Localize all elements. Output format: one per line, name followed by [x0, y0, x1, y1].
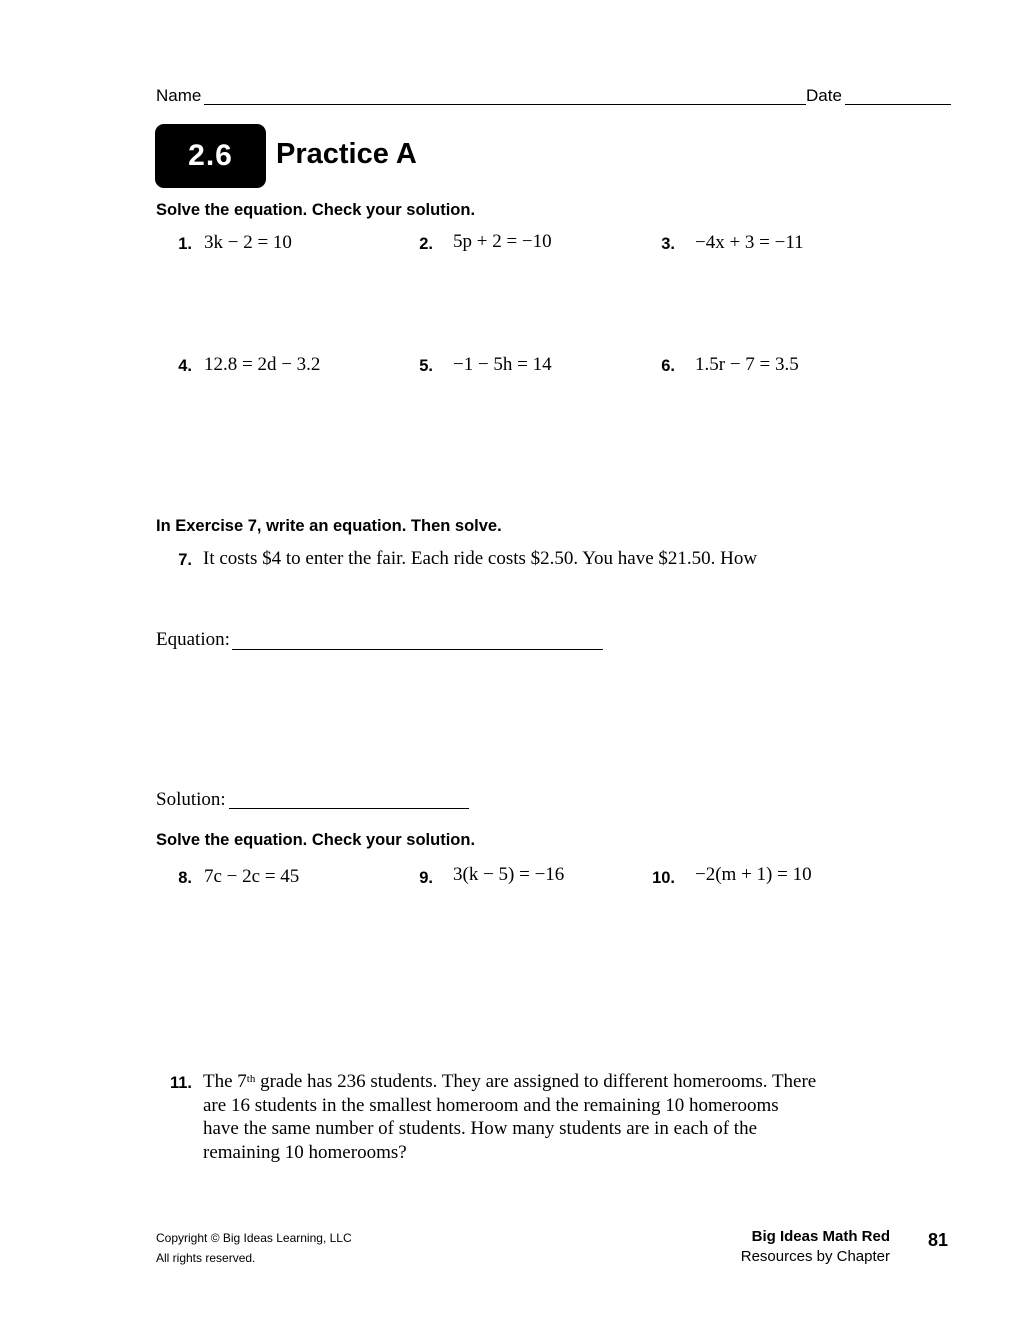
instruction-part3: Solve the equation. Check your solution.	[156, 831, 476, 849]
exercise-equation: 7c − 2c = 45	[204, 866, 300, 887]
exercise-11-text	[203, 1070, 818, 1164]
footer-copyright: Copyright © Big Ideas Learning, LLC	[156, 1231, 352, 1245]
exercise-equation: 1.5r − 7 = 3.5	[695, 354, 799, 375]
exercise-number: 8.	[178, 869, 192, 887]
footer-resources: Resources by Chapter	[740, 1248, 890, 1265]
footer-book-title: Big Ideas Math Red	[751, 1228, 890, 1245]
instruction-part1: Solve the equation. Check your solution.	[156, 201, 476, 219]
exercise-equation: 3k − 2 = 10	[204, 232, 292, 253]
exercise-equation: −4x + 3 = −11	[695, 232, 804, 253]
exercise-number: 7.	[178, 551, 192, 569]
name-field-line[interactable]	[204, 104, 806, 105]
exercise-equation: 3(k − 5) = −16	[453, 864, 565, 885]
date-label: Date	[806, 86, 842, 105]
solution-answer-line[interactable]	[229, 808, 469, 809]
exercise-equation: 12.8 = 2d − 3.2	[204, 354, 321, 375]
date-field-line[interactable]	[845, 104, 951, 105]
exercise-number: 3.	[661, 235, 675, 253]
exercise-number: 1.	[178, 235, 192, 253]
page-number: 81	[928, 1230, 949, 1250]
exercise-number: 6.	[661, 357, 675, 375]
exercise-number: 10.	[652, 869, 675, 887]
footer-rights: All rights reserved.	[156, 1251, 256, 1265]
exercise-number: 4.	[178, 357, 192, 375]
equation-answer-line[interactable]	[232, 649, 603, 650]
instruction-part2: In Exercise 7, write an equation. Then solve.	[156, 517, 502, 535]
section-title: Practice A	[276, 138, 417, 170]
exercise-number: 2.	[419, 235, 433, 253]
exercise-11-text-rest: grade has 236 students. They are assigned to different homerooms. There are 16 students in the smallest homeroom and the remaining 10 homerooms have the same number of students. How many students are in each of the remaining 10 homerooms?	[203, 1071, 817, 1163]
section-badge	[155, 124, 266, 188]
ordinal-suffix: th	[246, 1073, 256, 1085]
exercise-number: 5.	[419, 357, 433, 375]
solution-label: Solution:	[156, 789, 226, 810]
exercise-text: It costs $4 to enter the fair. Each ride costs $2.50. You have $21.50. How	[203, 548, 758, 569]
equation-label: Equation:	[156, 629, 230, 650]
exercise-11-text-start: The 7	[203, 1071, 247, 1092]
exercise-equation: −1 − 5h = 14	[453, 354, 552, 375]
exercise-equation: −2(m + 1) = 10	[695, 864, 812, 885]
exercise-number: 11.	[169, 1074, 192, 1092]
exercise-equation: 5p + 2 = −10	[453, 231, 552, 252]
section-number: 2.6	[188, 139, 233, 172]
exercise-number: 9.	[419, 869, 433, 887]
name-label: Name	[156, 86, 202, 105]
